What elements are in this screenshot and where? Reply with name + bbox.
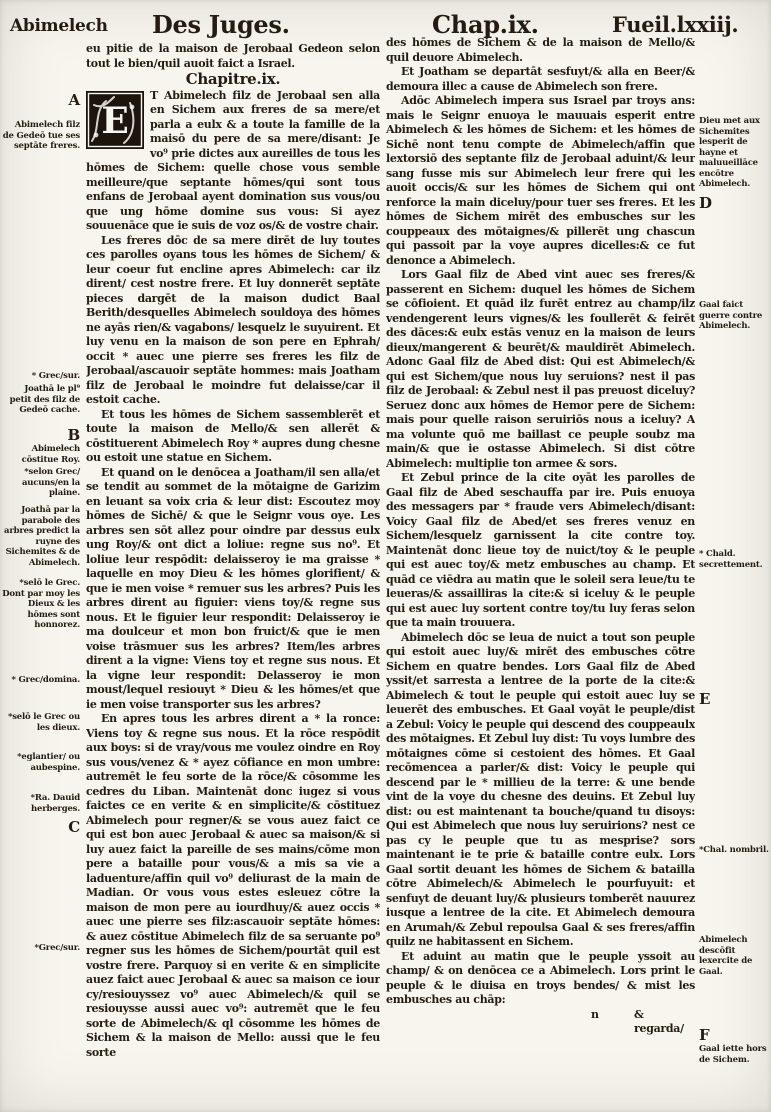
body-paragraph: En apres tous les arbres dirent a * la ronce: Viens toy & regne sus nous. Et la rōce respōdit aux boys: si de vray/vous me voulez oindre en Roy sus vous/venez & * ayez cōfiance en mon umbre: autremēt le feu sorte de la rōce/& cōsomme les cedres du Liban. Maintenāt donc iugez si vous faictes ce en verite & en simplicite/& cōstituez Abimelech pour regner/& se vous auez faict ce qui est bon auec Jerobaal & auec sa maison/& si luy auez faict la pareille de ses mains/cōme mon pere a bataille pour vous/& a mis sa vie a laduenture/affin quil vo⁹ deliurast de la main de Madian. Or vous vous estes esleuez cōtre la maison de mon pere au iourdhuy/& auez occis * auec une pierre ses filz:ascauoir septāte hōmes: & auez cōstitue Abimelech filz de sa seruante po⁹ regner sus les hōmes de Sichem/pourtāt quil est vostre frere. Parquoy si en verite & en simplicite auez faict auec Jerobaal & auec sa maison ce iour cy/resiouyssez vo⁹ auec Abimelech/& quil se resiouysse aussi auec vo⁹: autremēt que le feu sorte de Abimelech/& ql cōsomme les hōmes de Sichem & la maison de Mello: aussi que le feu sorte — [86, 712, 380, 1059]
catchword: & regarda/ — [634, 1007, 684, 1035]
opening-paragraph — [86, 89, 380, 234]
margin-note: Abimelech cōstitue Roy. — [21, 444, 80, 465]
chapter-heading: Chapitre.ix. — [185, 70, 281, 88]
running-head: Abimelech — [10, 16, 108, 36]
margin-note: *Chal. nombril. — [699, 845, 769, 855]
signature-mark: n — [591, 1007, 599, 1021]
margin-note: *selō le Grec ou les dieux. — [7, 712, 80, 733]
margin-note: *eglantier/ ou aubespine. — [17, 752, 80, 773]
margin-note: *selō le Grec. Dont par moy les Dieux & les hōmes sont honnorez. — [2, 578, 80, 630]
body-paragraph: Abimelech dōc se leua de nuict a tout son peuple qui estoit auec luy/& mirēt des embusches cōtre Sichem en quatre bendes. Lors Gaal filz de Abed yssit/et sarresta a lentree de la porte de la cite:& Abimelech & tout le peuple qui estoit auec luy se leuerēt des embusches. Et Gaal voyāt le peuple/dist a Zebul: Voicy le peuple qui descend des couppeaulx des mōtaignes. Et Zebul luy dist: Tu voys lumbre des mōtaignes cōme si cestoient des hōmes. Et Gaal recōmencea a parler/& dist: Voicy le peuple qui descend par le * millieu de la terre: & une bende vint de la voye du chesne des deuins. Et Zebul luy dist: ou est maintenant ta bouche/quand tu disoys: Qui est Abimelech que nous luy seruirions? nest ce pas cy le peuple que tu as mesprise? sors maintenant ie te prie & bataille contre eulx. Lors Gaal sortit deuant les hōmes de Sichem & batailla cōtre Abimelech/& Abimelech le pourfuyuit: et senfuyt de deuant luy/& plusieurs tomberēt nauurez iusque a lentree de la cite. Et Abimelech demoura en Arumah/& Zebul repoulsa Gaal & ses freres/affin quilz ne habitassent en Sichem. — [386, 630, 695, 948]
margin-note: *Ra. Dauid herberges. — [30, 793, 80, 814]
folio-label: Fueil.lxxiij. — [612, 12, 739, 37]
body-paragraph: des hōmes de Sichem & de la maison de Mello/& quil deuore Abimelech. — [386, 36, 695, 64]
margin-note: * Chald. secrettement. — [699, 549, 763, 570]
body-paragraph: Et Zebul prince de la cite oyāt les parolles de Gaal filz de Abed seschauffa par ire. Puis enuoya des messagers par * fraude vers Abimelech/disant: Voicy Gaal filz de Abed/et ses freres venuz en Sichem/lesquelz garnissent la cite contre toy. Maintenāt donc lieue toy de nuict/toy & le peuple qui est auec toy/& metz embusches au champ. Et quād ce viēdra au matin que le soleil sera leue/tu te leueras/& assailliras la cite:& si iceluy & le peuple qui est auec luy sortent contre toy/tu luy feras selon que ta main trouuera. — [386, 471, 695, 629]
margin-note: Abimelech filz de Gedeō tue ses septāte freres. — [2, 120, 80, 151]
right-margin-notes — [698, 0, 769, 1112]
chapter-label: Chap.ix. — [432, 10, 539, 39]
margin-note: Gaal faict guerre contre Abimelech. — [699, 300, 763, 331]
body-paragraph: Et quand on le denōcea a Joatham/il sen alla/et se tendit au sommet de la mōtaigne de Garizim en leuant sa voix cria & leur dist: Escoutez moy hōmes de Sichē/ & que le Seignr vous oye. Les arbres sen sōt allez pour oindre par dessus eulx ung Roy/& ont dict a loliue: regne sus no⁹. Et loliue leur respōdit: delaisseroy ie ma graisse * laquelle en moy Dieu & les hōmes glorifient/ & que ie men voise * remuer sus les arbres? Puis les arbres dirent au figuier: viens toy/& regne sus nous. Et le figuier leur respondit: Delaisseroy ie ma doulceur et mon bon fruict/& que ie men voise trāsmuer sus les arbres? Item/les arbres dirent a la vigne: Viens toy et regne sus nous. Et la vigne leur respondit: Delasseroy ie mon moust/lequel resiouyt * Dieu & les hōmes/et que ie men voise transporter sus les arbres? — [86, 465, 380, 711]
right-paragraphs — [386, 36, 695, 1008]
body-paragraph: Et Joatham se departāt sesfuyt/& alla en Beer/& demoura illec a cause de Abimelech son frere. — [386, 65, 695, 93]
margin-note: Dieu met aux Sichemites lesperit de hayne et maluueillāce encōtre Abimelech. — [699, 116, 760, 189]
margin-note: *Grec/sur. — [34, 943, 80, 953]
margin-note: C — [68, 818, 80, 836]
margin-note: Joathā le pl⁹ petit des filz de Gedeō cache. — [9, 384, 80, 415]
margin-note: E — [699, 690, 711, 708]
left-margin-notes — [2, 0, 82, 1112]
margin-note: F — [699, 1026, 710, 1044]
body-paragraph: Les freres dōc de sa mere dirēt de luy toutes ces parolles oyans tous les hōmes de Sichem/ & leur coeur fut encline apres Abimelech: car ilz dirent/ cest nostre frere. Et luy donnerēt septāte pieces dargēt de la maison dudict Baal Berith/desquelles Abimelech souldoya des hōmes ne ayās rien/& vagabons/ lesquelz le suyuirent. Et luy venu en la maison de son pere en Ephrah/ occit * auec une pierre ses freres les filz de Jerobaal/ascauoir septāte hommes: mais Joatham filz de Jerobaal le moindre fut delaisse/car il estoit cache. — [86, 233, 380, 406]
margin-note: * Grec/sur. — [31, 371, 80, 381]
margin-note: B — [67, 426, 80, 444]
body-paragraph: Et tous les hōmes de Sichem sassemblerēt et toute la maison de Mello/& sen allerēt & cōstituerent Abimelech Roy * aupres dung chesne ou estoit une statue en Sichem. — [86, 407, 380, 464]
margin-note: Joathā par la parabole des arbres predict la ruyne des Sichemites & de Abimelech. — [4, 505, 80, 568]
margin-note: *selon Grec/ aucuns/en la plaine. — [22, 467, 80, 498]
right-text-column — [386, 36, 695, 1104]
body-paragraph: Adōc Abimelech impera sus Israel par troys ans: mais le Seignr enuoya le mauuais esperit entre Abimelech & les hōmes de Sichem: et les hōmes de Sichē nont tenu compte de Abimelech/affin que lextorsiō des septante filz de Jerobaal aduint/& leur sang fusse mis sur Abimelech leur frere qui les auoit occis/& sur les hōmes de Sichem qui ont renforce la main diceluy/pour tuer ses freres. Et les hōmes de Sichem mirēt des embusches sur les couppeaux des mōtaignes/& pillerēt ung chascun qui passoit par la voye aupres dicelles:& ce fut denonce a Abimelech. — [386, 94, 695, 267]
book-title: Des Juges. — [152, 10, 290, 39]
body-paragraph: Et aduint au matin que le peuple yssoit au champ/ & on denōcea ce a Abimelech. Lors print le peuple & le diuisa en troys bendes/ & mist les embusches au chāp: — [386, 949, 695, 1006]
margin-note: D — [699, 194, 712, 212]
margin-note: A — [68, 91, 80, 109]
margin-note: Abimelech descōfit lexercite de Gaal. — [699, 935, 753, 977]
body-paragraph: Lors Gaal filz de Abed vint auec ses freres/& passerent en Sichem: duquel les hōmes de Sichem se cōfioient. Et quād ilz furēt entrez au champ/ilz vendengerent leurs vignes/& les foullerēt & feirēt des dāces:& eulx estās venuz en la maison de leurs dieux/mangerent & beurēt/& mauldirēt Abimelech. Adonc Gaal filz de Abed dist: Qui est Abimelech/& qui est Sichem/que nous luy seruions? nest il pas filz de Jerobaal: & Zebul nest il pas preuost diceluy? Seruez donc aux hōmes de Hemor pere de Sichem: mais pour quelle raison seruiriōs nous a iceluy? A ma volunte quō me baillast ce peuple soubz ma main/& que ie ostasse Abimelech. Si dist cōtre Abimelech: multiplie ton armee & sors. — [386, 268, 695, 470]
initial-letter: E — [101, 99, 129, 142]
margin-note: Gaal iette hors de Sichem. — [699, 1044, 767, 1065]
decorative-initial-woodcut — [86, 91, 144, 149]
opening-paragraph-text: T Abimelech filz de Jerobaal sen alla en Sichem aux freres de sa mere/et parla a eulx & a toute la famille de la maisō du pere de sa mere/disant: Je vo⁹ prie dictes aux aureilles de tous les hōmes de Sichem: quelle chose vous semble meilleure/que septante hōmes/qui sont tous enfans de Jerobaal ayent domination sus vous/ou que ung hōme domine sus vous: Si ayez souuenāce que ie suis de voz os/& de vostre chair. — [86, 88, 380, 232]
margin-note: * Grec/domina. — [11, 675, 80, 685]
catchword-row — [386, 1007, 695, 1035]
continuation-paragraph: eu pitie de la maison de Jerobaal Gedeon selon tout le bien/quil auoit faict a Israel. — [86, 42, 380, 70]
left-text-column — [86, 42, 380, 1104]
left-paragraphs — [86, 234, 380, 1061]
